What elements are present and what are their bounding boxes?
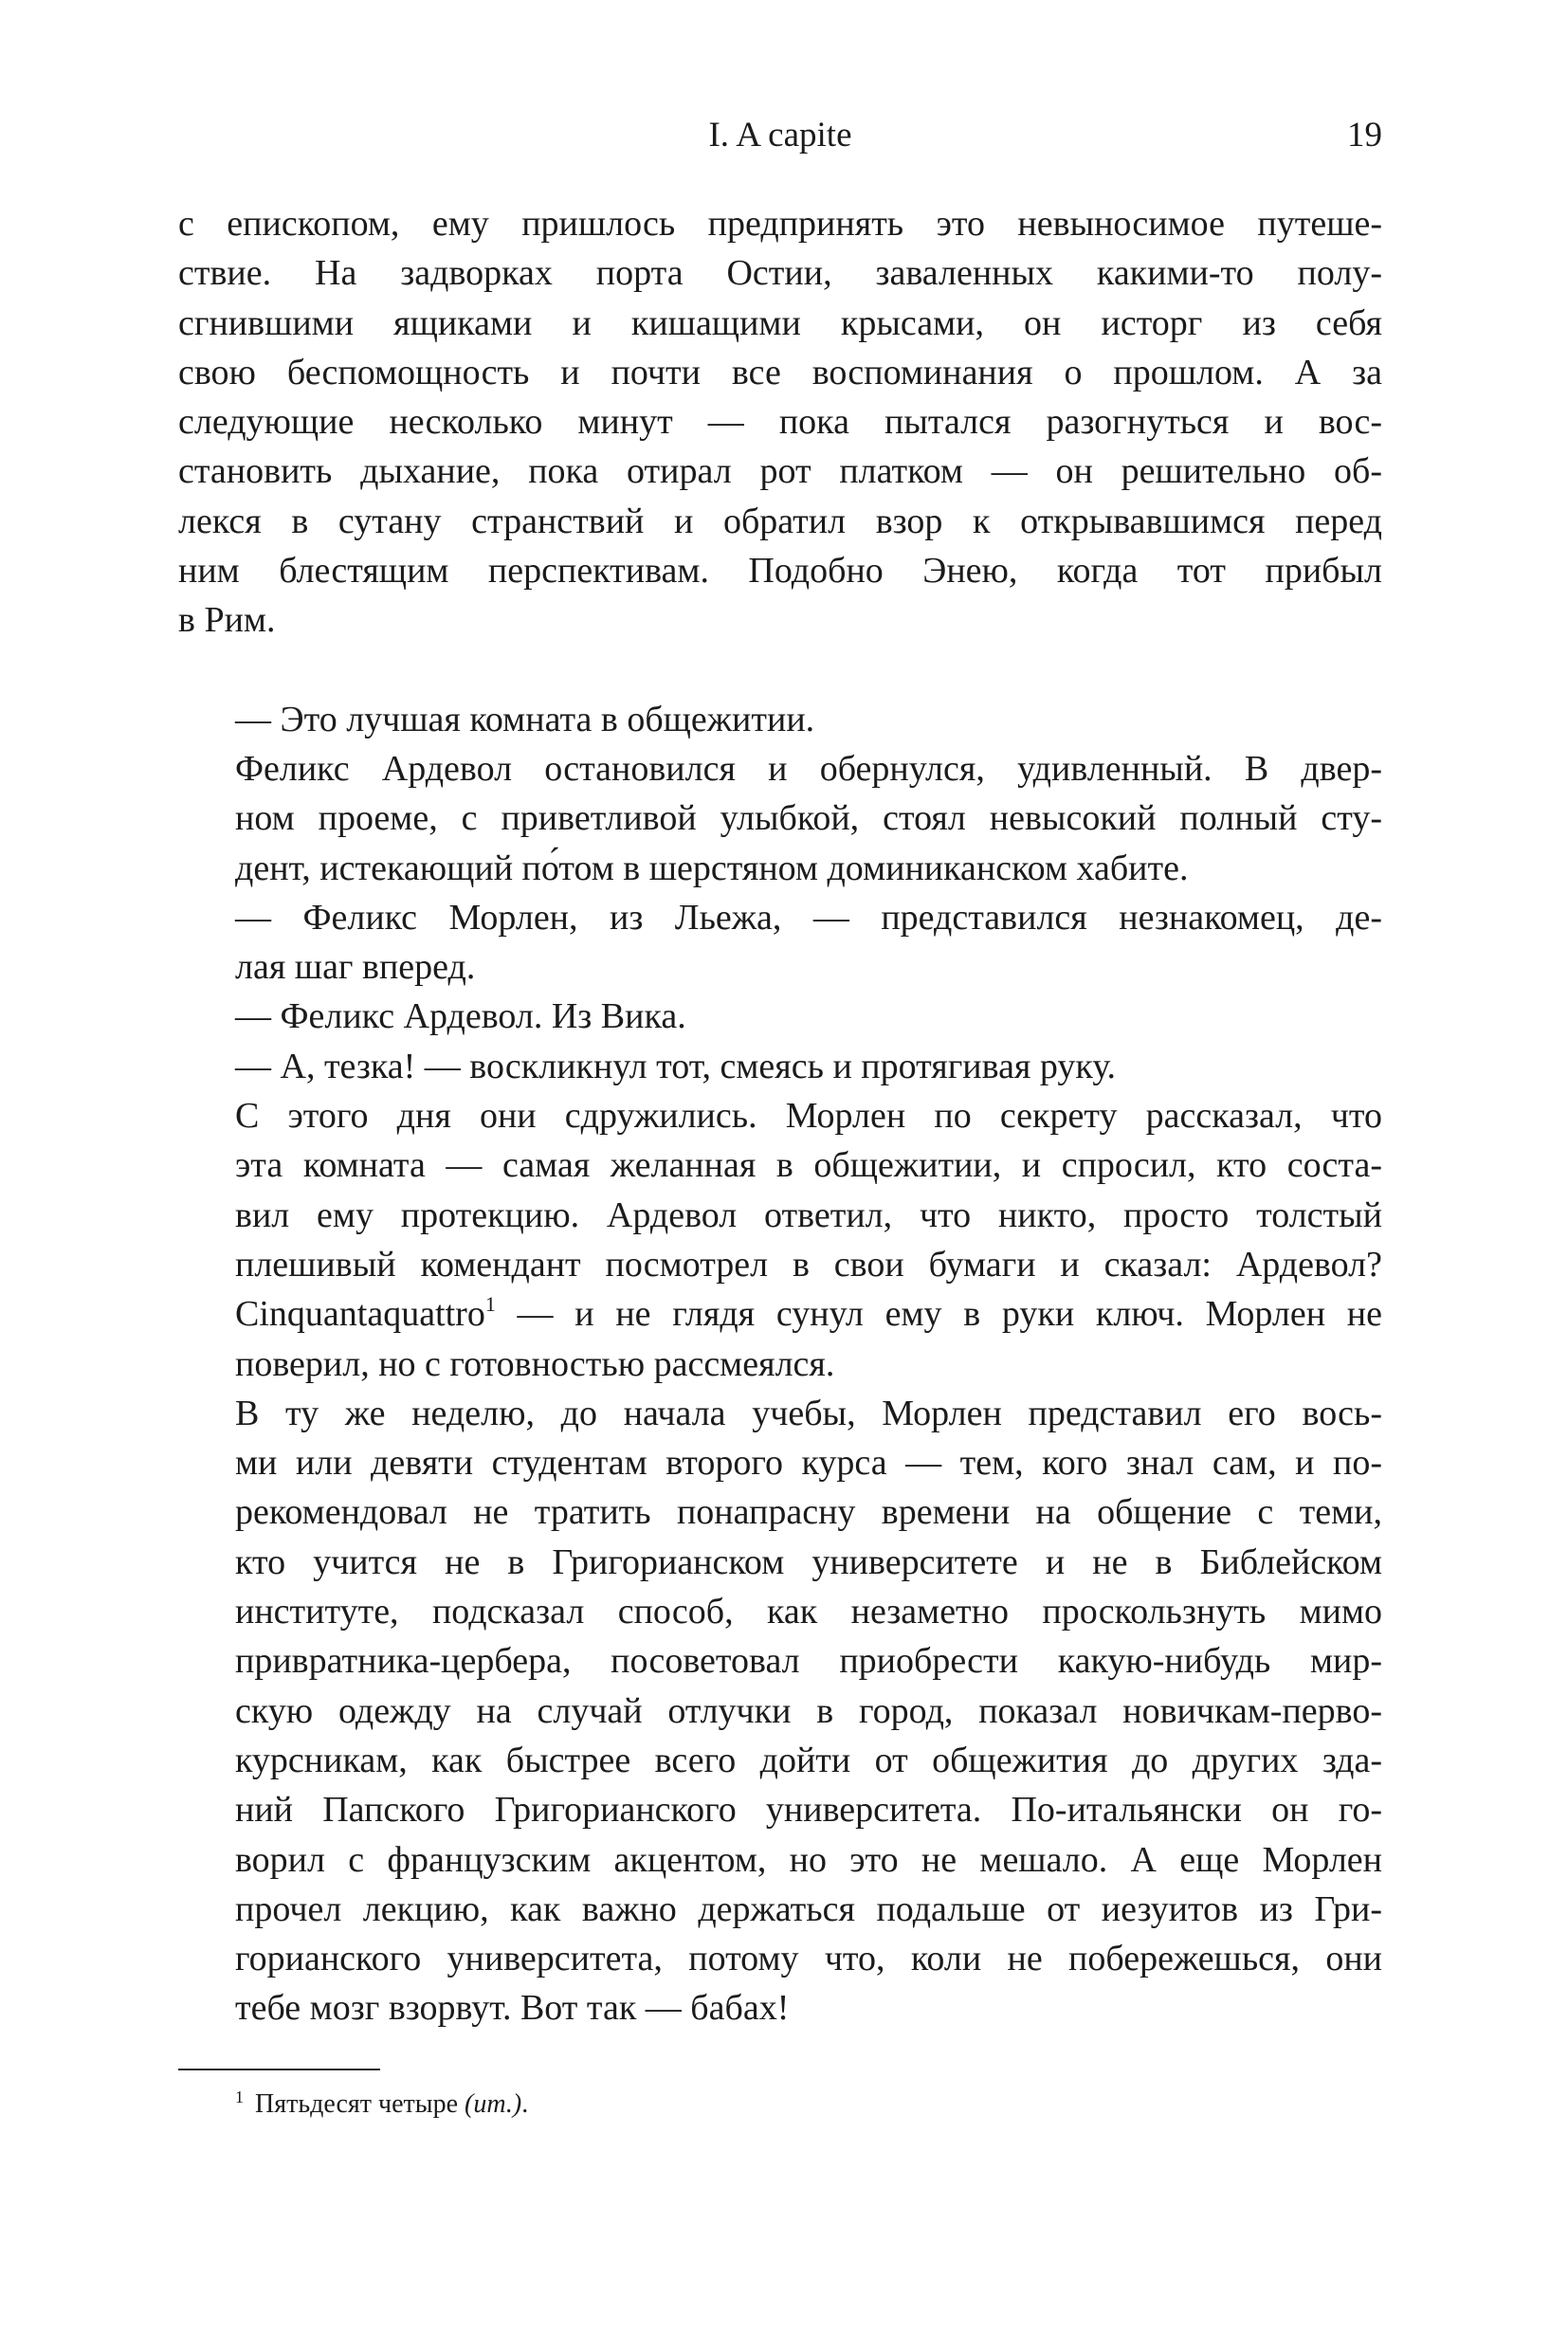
text-line: институте, подсказал способ, как незаметно проскользнуть мимо <box>235 1592 1382 1632</box>
paragraph <box>178 199 1382 646</box>
footnote-text: Пятьдесят четыре <box>255 2089 459 2119</box>
footnote-end: . <box>521 2089 529 2119</box>
text-line: с епископом, ему пришлось предпринять это невыносимое путеше- <box>178 204 1382 244</box>
paragraph <box>178 1389 1382 2033</box>
text-line: эта комната — самая желанная в общежитии, и спросил, кто соста- <box>235 1145 1382 1186</box>
text-line: рекомендовал не тратить понапрасну времени на общение с теми, <box>235 1492 1382 1533</box>
text-line: — Феликс Морлен, из Льежа, — представился незнакомец, де- <box>235 897 1382 938</box>
text-line: ми или девяти студентам второго курса — тем, кого знал сам, и по- <box>235 1443 1382 1484</box>
text-line: плешивый комендант посмотрел в свои бумаги и сказал: Ардевол? <box>235 1244 1382 1285</box>
text-line: ний Папского Григорианского университета. По-итальянски он го- <box>235 1790 1382 1831</box>
text-line: — Это лучшая комната в общежитии. <box>235 699 815 739</box>
text-line: ном проеме, с приветливой улыбкой, стоял невысокий полный сту- <box>235 798 1382 839</box>
text-line: дент, истекающий по́том в шерстяном доминиканском хабите. <box>235 848 1189 888</box>
footnote-abbrev: (ит.) <box>465 2089 522 2119</box>
paragraph <box>178 1091 1382 1389</box>
paragraph <box>178 695 1382 744</box>
text-line: — А, тезка! — воскликнул тот, смеясь и протягивая руку. <box>235 1046 1117 1086</box>
text-line: сгнившими ящиками и кишащими крысами, он исторг из себя <box>178 302 1382 343</box>
text-line: прочел лекцию, как важно держаться подальше от иезуитов из Гри- <box>235 1888 1382 1929</box>
footnote-marker: 1 <box>235 2087 244 2106</box>
text-line: Cinquantaquattro$^1$ — и не глядя сунул ему в руки ключ. Морлен не <box>235 1291 1382 1335</box>
page-number: 19 <box>1347 116 1382 155</box>
text-line: лая шаг вперед. <box>235 947 476 988</box>
text-line: ним блестящим перспективам. Подобно Энею, когда тот прибыл <box>178 551 1382 592</box>
text-line: кто учится не в Григорианском университете и не в Библейском <box>235 1541 1382 1582</box>
footnote-rule <box>178 2069 380 2070</box>
paragraph <box>178 744 1382 893</box>
running-head-title: I. A capite <box>708 116 852 155</box>
text-line: привратника-цербера, посоветовал приобрести какую-нибудь мир- <box>235 1641 1382 1682</box>
text-line: свою беспомощность и почти все воспоминания о прошлом. А за <box>178 352 1382 392</box>
text-line: скую одежду на случай отлучки в город, показал новичкам-перво- <box>235 1690 1382 1731</box>
paragraph <box>178 992 1382 1041</box>
text-line: С этого дня они сдружились. Морлен по секрету рассказал, что <box>235 1096 1382 1137</box>
running-head <box>178 112 1382 159</box>
text-line: В ту же неделю, до начала учебы, Морлен представил его вось- <box>235 1393 1382 1433</box>
text-line: тебе мозг взорвут. Вот так — бабах! <box>235 1988 790 2029</box>
text-line: в Рим. <box>178 600 276 641</box>
text-line: становить дыхание, пока отирал рот платком — он решительно об- <box>178 451 1382 492</box>
text-line: горианского университета, потому что, коли не побережешься, они <box>235 1939 1382 1979</box>
paragraph <box>178 1042 1382 1091</box>
text-line: лекся в сутану странствий и обратил взор к открывавшимся перед <box>178 501 1382 541</box>
text-line: поверил, но с готовностью рассмеялся. <box>235 1343 835 1384</box>
section-break <box>178 646 1382 695</box>
text-line: вил ему протекцию. Ардевол ответил, что никто, просто толстый <box>235 1194 1382 1235</box>
text-line: — Феликс Ардевол. Из Вика. <box>235 996 686 1037</box>
body-text <box>178 199 1382 2033</box>
text-line: курсникам, как быстрее всего дойти от общежития до других зда- <box>235 1740 1382 1780</box>
text-line: Феликс Ардевол остановился и обернулся, удивленный. В двер- <box>235 748 1382 789</box>
footnote-reference: 1 <box>484 1291 496 1316</box>
paragraph <box>178 893 1382 993</box>
footnote <box>235 2086 528 2124</box>
text-line: ворил с французским акцентом, но это не мешало. А еще Морлен <box>235 1839 1382 1880</box>
text-line: ствие. На задворках порта Остии, заваленных какими-то полу- <box>178 253 1382 294</box>
text-line: следующие несколько минут — пока пытался разогнуться и вос- <box>178 402 1382 443</box>
